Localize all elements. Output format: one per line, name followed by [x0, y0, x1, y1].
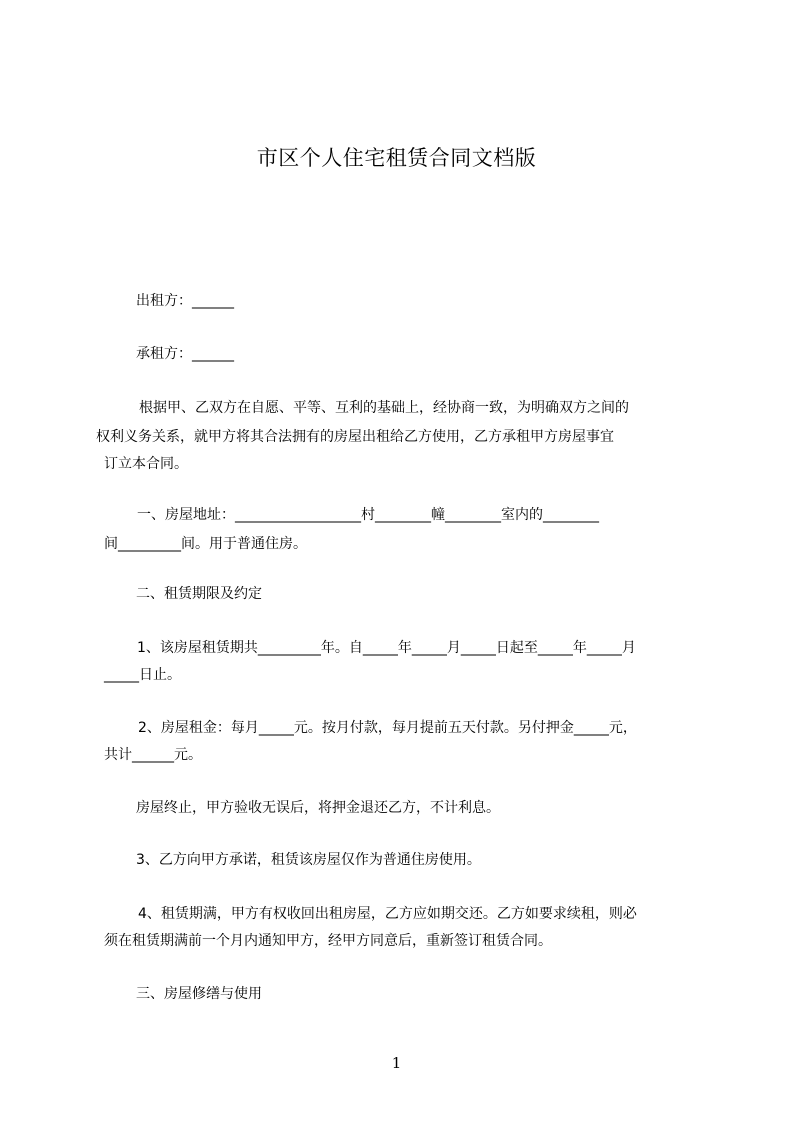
clause2-line-1: 2、房屋租金：每月_____元。按月付款，每月提前五天付款。另付押金_____元， — [138, 720, 637, 736]
clause3-line: 3、乙方向甲方承诺，租赁该房屋仅作为普通住房使用。 — [136, 852, 481, 868]
clause1-line-2: _____日止。 — [104, 667, 181, 683]
clause2-line-2: 共计______元。 — [104, 747, 202, 763]
clause1-line-1: 1、该房屋租赁期共_________年。自_____年_____月_____日起至_____年_____月 — [137, 640, 636, 656]
section1-line-2: 间_________间。用于普通住房。 — [104, 536, 307, 552]
lessor-line: 出租方：______ — [136, 293, 234, 309]
section2-heading: 二、租赁期限及约定 — [136, 586, 262, 602]
page-number: 1 — [391, 1054, 402, 1072]
section1-line-1: 一、房屋地址：__________________村________幢________室内的________ — [137, 507, 599, 523]
intro-line-2: 权利义务关系，就甲方将其合法拥有的房屋出租给乙方使用，乙方承租甲方房屋事宜 — [96, 429, 614, 445]
clause4-line-2: 须在租赁期满前一个月内通知甲方，经甲方同意后，重新签订租赁合同。 — [104, 933, 552, 949]
document-title: 市区个人住宅租赁合同文档版 — [256, 146, 537, 170]
intro-line-1: 根据甲、乙双方在自愿、平等、互利的基础上，经协商一致，为明确双方之间的 — [139, 400, 629, 416]
section3-heading: 三、房屋修缮与使用 — [136, 986, 262, 1002]
clause4-line-1: 4、租赁期满，甲方有权收回出租房屋，乙方应如期交还。乙方如要求续租，则必 — [138, 906, 637, 922]
intro-line-3: 订立本合同。 — [104, 456, 188, 472]
lessee-line: 承租方：______ — [136, 346, 234, 362]
deposit-note: 房屋终止，甲方验收无误后，将押金退还乙方，不计利息。 — [136, 800, 500, 816]
